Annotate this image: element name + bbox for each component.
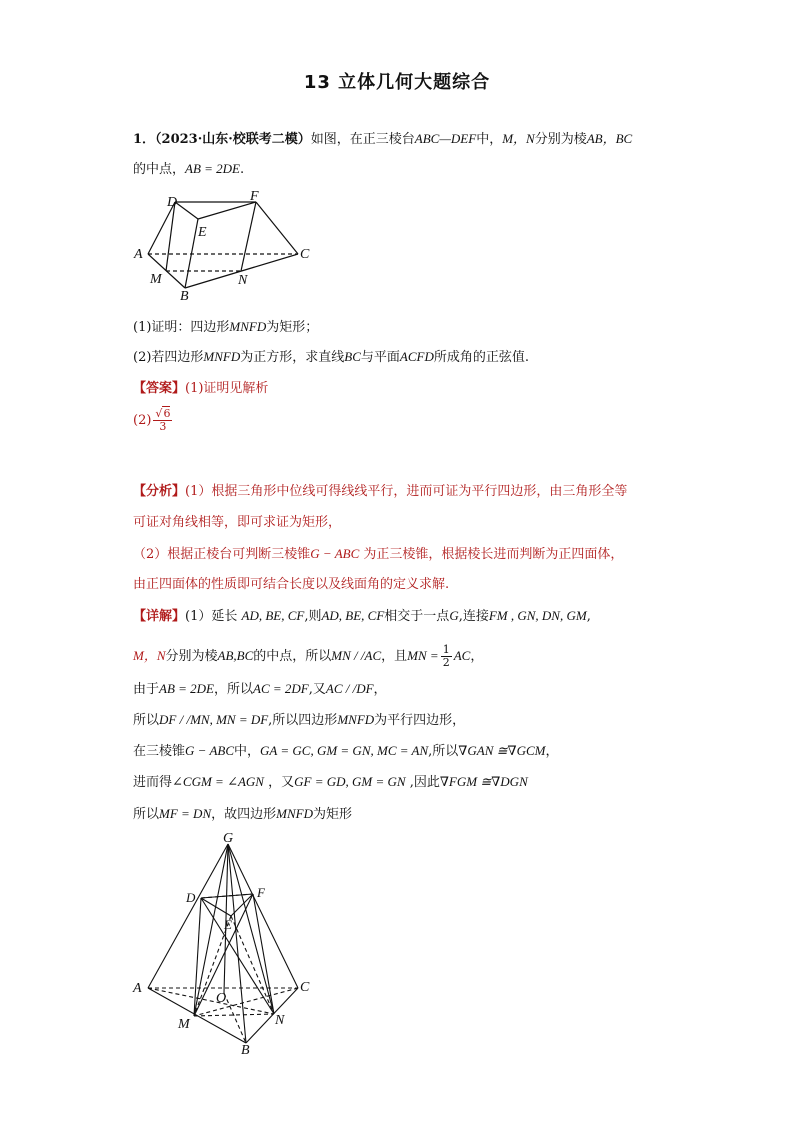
edge-EF — [198, 202, 256, 219]
label-G: G — [223, 831, 234, 846]
stem-text: . — [240, 162, 245, 177]
edge-CM-hidden — [194, 988, 298, 1016]
q2-plane: ACFD — [399, 349, 434, 364]
label-N: N — [238, 273, 248, 288]
math: AB = 2DE — [159, 681, 214, 696]
half-fraction — [441, 644, 452, 669]
label-A: A — [133, 981, 142, 996]
stem-text: 中， — [476, 132, 503, 147]
question-1 — [133, 318, 318, 337]
answer-2-numerator: 6 — [163, 407, 171, 420]
detail-text: ，所以 — [214, 682, 254, 697]
half-denominator: 2 — [442, 656, 450, 669]
label-C: C — [300, 247, 310, 262]
analysis-text: (1）根据三角形中位线可得线线平行，进而可证为平行四边形，由三角形全等 — [185, 484, 628, 499]
analysis-line-4 — [133, 576, 449, 594]
label-O: O — [216, 991, 227, 1006]
condition: AB = 2DE — [185, 161, 240, 176]
math: MNFD — [276, 806, 313, 821]
label-F: F — [250, 189, 259, 204]
math: AC — [453, 648, 471, 663]
detail-line-6 — [133, 773, 528, 792]
detail-text: 为矩形 — [312, 807, 352, 822]
detail-text: ，故四边形 — [211, 807, 277, 822]
label-D: D — [186, 890, 196, 905]
math: M，N — [133, 648, 166, 663]
detail-line-7 — [133, 805, 352, 824]
label-M: M — [150, 272, 162, 287]
analysis-text: （2）根据正棱台可判断三棱锥 — [133, 547, 311, 562]
detail-text: ,连接 — [458, 609, 489, 624]
answer-2-denominator: 3 — [159, 420, 167, 433]
detail-line-5 — [133, 742, 558, 761]
analysis-text: 为正三棱锥，根据棱长进而判断为正四面体， — [363, 547, 624, 562]
math: ∇FGM ≅∇DGN — [439, 774, 528, 789]
problem-stem-line-2 — [133, 160, 244, 179]
answer-line-1 — [133, 380, 268, 398]
detail-line-4 — [133, 711, 465, 730]
q1-text: (1)证明：四边形 — [133, 320, 230, 335]
q2-text: 为正方形，求直线 — [240, 350, 345, 365]
edge-DE — [175, 202, 198, 219]
label-E: E — [198, 225, 207, 240]
detail-text: 的中点，所以 — [253, 649, 332, 664]
figure-frustum — [128, 186, 328, 306]
problem-stem-line-1 — [133, 130, 632, 149]
edge-FN — [253, 894, 274, 1014]
label-D: D — [167, 195, 178, 210]
math: ∇GAN ≅∇GCM — [458, 743, 546, 758]
analysis-tag: 【分析】 — [133, 484, 186, 499]
math: G — [449, 608, 459, 623]
detail-text: ，又 — [268, 775, 295, 790]
label-M: M — [178, 1017, 190, 1032]
detail-text: ， — [373, 682, 387, 697]
detail-text: 中， — [234, 744, 261, 759]
math: G − ABC — [185, 743, 234, 758]
analysis-line-3 — [133, 545, 623, 564]
edge-BC — [246, 988, 298, 1043]
q2-text: (2)若四边形 — [133, 350, 204, 365]
q1-quad: MNFD — [229, 319, 267, 334]
answer-tag: 【答案】 — [133, 381, 186, 396]
label-C: C — [300, 980, 310, 995]
problem-number: 1． — [133, 132, 156, 147]
detail-text: (1）延长 — [185, 609, 238, 624]
detail-text: ,所以四边形 — [268, 713, 338, 728]
math: AC = 2DF — [253, 681, 309, 696]
answer-1: (1)证明见解析 — [185, 381, 269, 396]
math: FM , GN, DN, GM — [488, 608, 587, 623]
stem-text: 的中点， — [133, 162, 186, 177]
q1-text: 为矩形； — [266, 320, 319, 335]
detail-text: ,又 — [308, 682, 326, 697]
stem-text: 如图，在正三棱台 — [310, 132, 415, 147]
page-title: 13 立体几何大题综合 — [303, 72, 491, 93]
math: ∠CGM = ∠AGN — [172, 774, 264, 789]
math: MF = DN — [159, 806, 212, 821]
analysis-line-2 — [133, 514, 341, 532]
detail-text: 所以 — [133, 807, 160, 822]
edge-GA — [148, 844, 228, 988]
analysis-line-1 — [133, 483, 627, 501]
detail-text: 在三棱锥 — [133, 744, 186, 759]
detail-text: 为平行四边形， — [374, 713, 466, 728]
math: MN / /AC — [331, 648, 382, 663]
question-2 — [133, 348, 529, 367]
figure-pyramid — [128, 828, 328, 1058]
half-numerator: 1 — [442, 643, 450, 656]
detail-line-2 — [133, 644, 483, 669]
edge-AN-hidden — [148, 988, 274, 1014]
math: AD, BE, CF — [241, 608, 305, 623]
label-E: E — [224, 917, 232, 932]
detail-text: ， — [470, 649, 484, 664]
problem-source: （2023·山东·校联考二模） — [155, 132, 311, 147]
q2-line: BC — [344, 349, 361, 364]
edge-EN-hidden — [231, 916, 274, 1014]
detail-line-3 — [133, 680, 387, 699]
detail-tag: 【详解】 — [133, 609, 186, 624]
q2-text: 与平面 — [360, 350, 400, 365]
detail-text: ,则 — [304, 609, 322, 624]
detail-text: 所以 — [133, 713, 160, 728]
edge-DM — [166, 202, 175, 271]
answer-2-fraction: $\frac{√6}{3}$ — [155, 407, 171, 433]
edge-GC — [228, 844, 298, 988]
edge-FN — [241, 202, 256, 271]
label-B: B — [180, 289, 189, 304]
analysis-text: 由正四面体的性质即可结合长度以及线面角的定义求解. — [133, 577, 450, 592]
math: MN = — [407, 648, 439, 663]
answer-line-2 — [133, 408, 174, 433]
detail-text: 相交于一点 — [384, 609, 450, 624]
detail-line-1 — [133, 607, 591, 626]
math: GA = GC, GM = GN, MC = AN — [260, 743, 429, 758]
label-B: B — [241, 1043, 250, 1058]
stem-text: 分别为棱 — [534, 132, 587, 147]
math: DF / /MN, MN = DF — [159, 712, 269, 727]
answer-2-prefix: (2) — [133, 413, 152, 428]
edges: AB，BC — [586, 131, 633, 146]
detail-text: ， — [545, 744, 559, 759]
analysis-text: 可证对角线相等，即可求证为矩形， — [133, 515, 342, 530]
math: AD, BE, CF — [321, 608, 385, 623]
math: AB,BC — [217, 648, 254, 663]
q2-quad: MNFD — [203, 349, 241, 364]
detail-text: ,所以 — [428, 744, 459, 759]
analysis-expr: G − ABC — [310, 546, 360, 561]
midpoints: M，N — [502, 131, 535, 146]
detail-text: ,因此 — [409, 775, 440, 790]
detail-text: 进而得 — [133, 775, 173, 790]
math: GF = GD, GM = GN — [294, 774, 406, 789]
edge-FC — [256, 202, 298, 254]
detail-text: ，且 — [381, 649, 408, 664]
label-N: N — [275, 1013, 285, 1028]
detail-text: 由于 — [133, 682, 160, 697]
prism-name: ABC—DEF — [414, 131, 477, 146]
detail-text: 分别为棱 — [165, 649, 218, 664]
q2-text: 所成角的正弦值. — [433, 350, 530, 365]
math: MNFD — [337, 712, 375, 727]
math: AC / /DF — [325, 681, 374, 696]
label-A: A — [134, 247, 143, 262]
label-F: F — [257, 885, 265, 900]
detail-text: , — [586, 609, 591, 624]
